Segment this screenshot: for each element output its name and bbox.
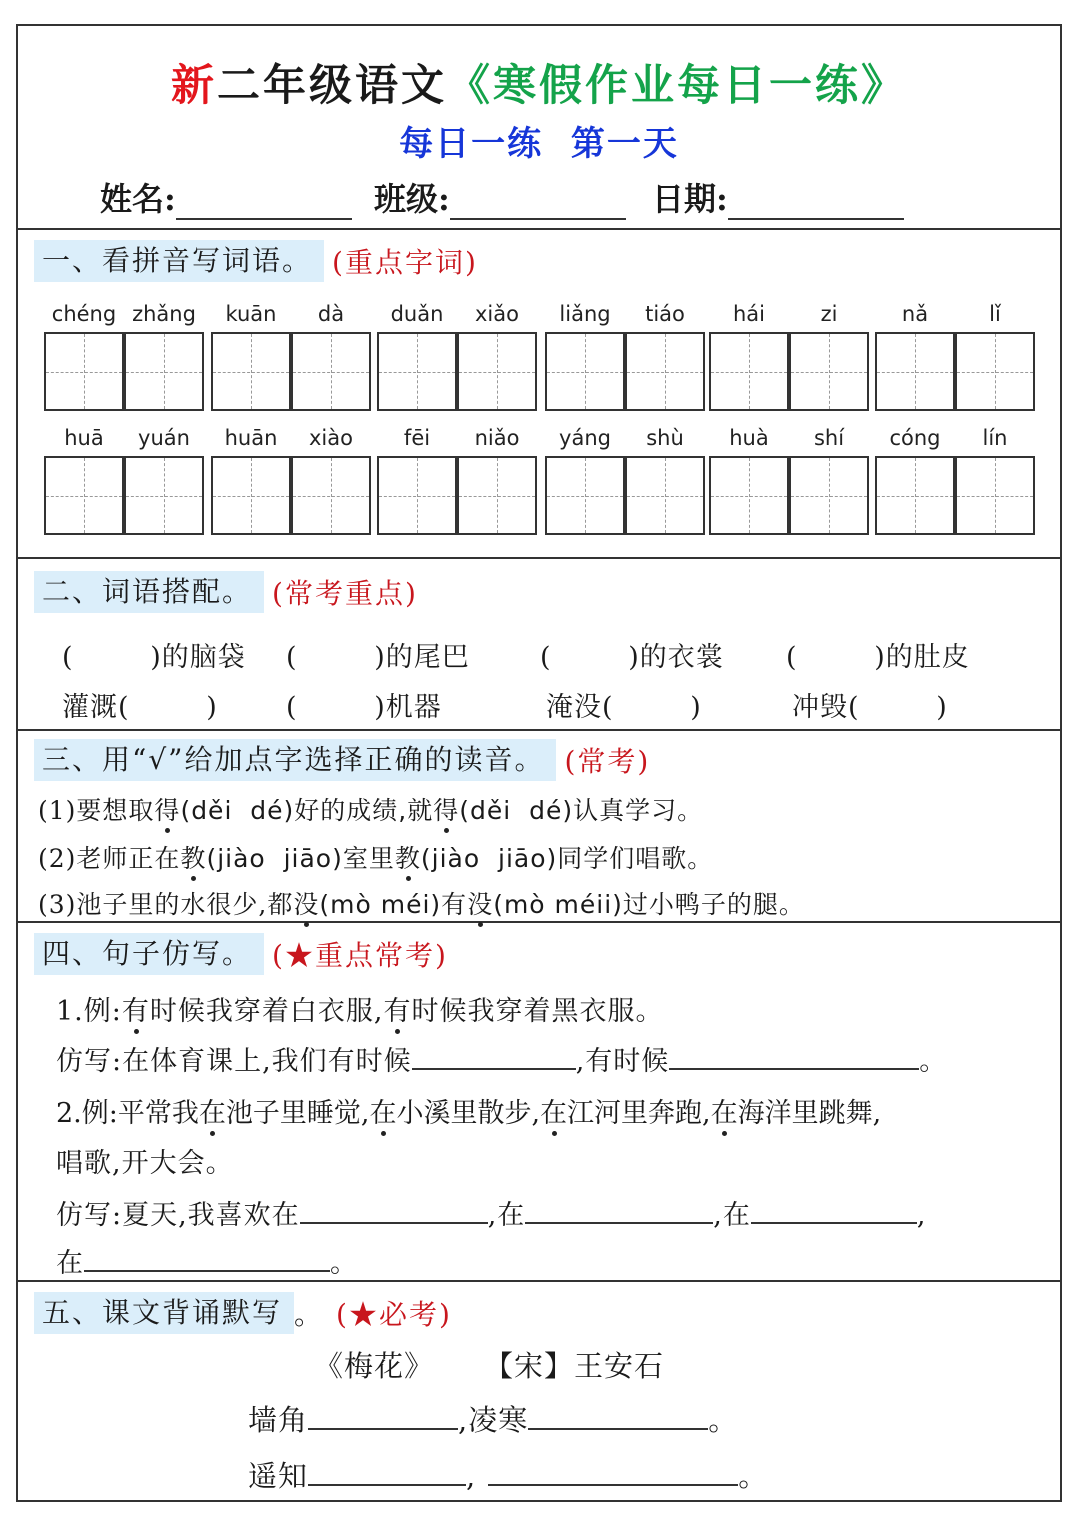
- writing-cell[interactable]: [875, 332, 955, 411]
- dotted-char: 在: [199, 1091, 226, 1130]
- pronunciation-line-3: [38, 885, 805, 921]
- text-part: ,: [466, 1459, 477, 1493]
- pinyin-options[interactable]: (mò méi)有: [319, 890, 468, 919]
- writing-cell[interactable]: [625, 456, 705, 535]
- pinyin-label: fēi: [403, 426, 431, 450]
- class-field[interactable]: [374, 174, 626, 220]
- dotted-char: 在: [369, 1091, 396, 1130]
- writing-cell[interactable]: [44, 332, 124, 411]
- dotted-char: 有: [122, 989, 150, 1028]
- text-part: ,在: [713, 1200, 751, 1231]
- answer-blank[interactable]: [751, 1196, 917, 1224]
- text-part: 小溪里散步,: [396, 1098, 541, 1129]
- writing-cell[interactable]: [789, 332, 869, 411]
- writing-cell[interactable]: [124, 456, 204, 535]
- section-title: 一、看拼音写词语。: [34, 240, 324, 282]
- example-1: [56, 989, 663, 1028]
- pinyin-options[interactable]: (jiào jiāo)同学们唱歌。: [420, 844, 714, 873]
- pinyin-label: huā: [64, 426, 104, 450]
- section-heading: [34, 1292, 452, 1334]
- section-sentence-imitation: [18, 923, 1060, 1282]
- writing-cell[interactable]: [291, 456, 371, 535]
- date-label: 日期:: [652, 180, 728, 218]
- imitation-2-cont: [56, 1241, 358, 1280]
- page-subtitle: 每日一练 第一天: [399, 124, 679, 164]
- pinyin-label: xiǎo: [475, 302, 519, 326]
- pinyin-label: nǎ: [901, 302, 929, 326]
- title-prefix: 新: [171, 61, 217, 111]
- class-label: 班级:: [374, 180, 450, 218]
- date-blank[interactable]: [728, 188, 904, 220]
- section-pinyin-writing: [18, 228, 1060, 559]
- class-blank[interactable]: [450, 188, 626, 220]
- pinyin-label: shí: [813, 426, 845, 450]
- page-title: [18, 52, 1060, 113]
- section-tag: (常考): [564, 745, 651, 778]
- answer-blank[interactable]: [308, 1402, 458, 1430]
- pinyin-label: tiáo: [645, 302, 685, 326]
- section-title: 五、课文背诵默写: [34, 1292, 294, 1334]
- pinyin-options[interactable]: (mò méii)过小鸭子的腿。: [493, 890, 805, 919]
- answer-blank[interactable]: [412, 1042, 576, 1070]
- pinyin-label: duǎn: [390, 302, 444, 326]
- pinyin-label: dà: [317, 302, 345, 326]
- pinyin-label: lín: [982, 426, 1008, 450]
- text-part: (1)要想取: [38, 796, 155, 825]
- text-part: 时候我穿着黑衣服。: [411, 996, 664, 1027]
- text-part: ,有时候: [575, 1046, 670, 1077]
- dotted-char: 在: [711, 1091, 738, 1130]
- section-title: 三、用“√”给加点字选择正确的读音。: [34, 739, 556, 781]
- pinyin-label: hái: [732, 302, 765, 326]
- match-item[interactable]: 灌溉( ): [62, 692, 218, 723]
- answer-blank[interactable]: [525, 1196, 713, 1224]
- writing-cell[interactable]: [124, 332, 204, 411]
- pinyin-label: kuān: [225, 302, 277, 326]
- text-part: 。: [330, 1248, 358, 1279]
- pronunciation-line-1: [38, 791, 703, 827]
- match-item[interactable]: ( )的脑袋: [62, 642, 246, 673]
- section-tag: (重点字词): [332, 246, 478, 279]
- poem-author: 【宋】王安石: [484, 1349, 665, 1383]
- pinyin-label: yuán: [138, 426, 190, 450]
- answer-blank[interactable]: [308, 1458, 466, 1486]
- dotted-char: 教: [395, 839, 421, 875]
- name-blank[interactable]: [176, 188, 352, 220]
- text-part: 。: [708, 1403, 739, 1437]
- match-item[interactable]: 冲毁( ): [792, 692, 948, 723]
- writing-cell[interactable]: [457, 456, 537, 535]
- section-recitation: [18, 1282, 1060, 1504]
- text-part: ,凌寒: [458, 1403, 529, 1437]
- text-part: 时候我穿着白衣服,: [149, 996, 384, 1027]
- worksheet: [16, 24, 1062, 1502]
- text-part: 池子里睡觉,: [225, 1098, 370, 1129]
- writing-cell[interactable]: [377, 332, 457, 411]
- text-part: 江河里奔跑,: [567, 1098, 711, 1129]
- poem-line-1: [248, 1398, 738, 1439]
- writing-cell[interactable]: [211, 332, 291, 411]
- pinyin-label: shù: [646, 426, 684, 450]
- match-item[interactable]: ( )的肚皮: [786, 642, 970, 673]
- writing-cell[interactable]: [955, 456, 1035, 535]
- pinyin-label: zhǎng: [132, 302, 196, 326]
- writing-cell[interactable]: [789, 456, 869, 535]
- section-title: 二、词语搭配。: [34, 571, 264, 613]
- pinyin-options[interactable]: (jiào jiāo)室里: [206, 844, 395, 873]
- text-part: 仿写:夏天,我喜欢在: [56, 1200, 300, 1231]
- date-field[interactable]: [652, 174, 904, 220]
- answer-blank[interactable]: [669, 1042, 919, 1070]
- worksheet-header: [18, 26, 1060, 230]
- match-item[interactable]: 淹没( ): [546, 692, 702, 723]
- pinyin-label: chéng: [51, 302, 117, 326]
- dotted-char: 没: [293, 885, 319, 921]
- answer-blank[interactable]: [300, 1196, 488, 1224]
- pronunciation-line-2: [38, 839, 713, 875]
- text-part: 。: [919, 1046, 948, 1077]
- section-tag: (常考重点): [272, 577, 418, 610]
- section-heading: [34, 240, 478, 282]
- dotted-char: 得: [433, 791, 459, 827]
- text-part: ,在: [487, 1200, 526, 1231]
- poem-line-2: [248, 1454, 768, 1495]
- title-book: 《寒假作业每日一练》: [447, 61, 907, 111]
- dotted-char: 得: [154, 791, 180, 827]
- section-pronunciation: [18, 731, 1060, 923]
- text-part: (3)池子里的水很少,都: [38, 890, 294, 919]
- pinyin-label: yáng: [559, 426, 611, 450]
- writing-cell[interactable]: [545, 456, 625, 535]
- writing-cell[interactable]: [377, 456, 457, 535]
- text-part: 遥知: [248, 1459, 309, 1493]
- text-part: (2)老师正在: [38, 844, 181, 873]
- name-field[interactable]: [100, 174, 352, 220]
- pinyin-label: cóng: [889, 426, 941, 450]
- pinyin-label: xiào: [309, 426, 353, 450]
- text-part: 在: [56, 1248, 84, 1279]
- dotted-char: 没: [467, 885, 493, 921]
- example-2-cont: 唱歌,开大会。: [56, 1148, 234, 1179]
- text-part: 1.例:: [56, 996, 122, 1027]
- writing-cell[interactable]: [545, 332, 625, 411]
- answer-blank[interactable]: [488, 1458, 738, 1486]
- writing-cell[interactable]: [457, 332, 537, 411]
- pinyin-options[interactable]: (děi dé)认真学习。: [459, 796, 704, 825]
- dotted-char: 有: [383, 989, 411, 1028]
- imitation-1: [56, 1039, 947, 1078]
- writing-cell[interactable]: [291, 332, 371, 411]
- name-label: 姓名:: [100, 180, 176, 218]
- pinyin-label: huà: [729, 426, 769, 450]
- dotted-char: 在: [540, 1091, 567, 1130]
- match-item[interactable]: ( )的衣裳: [540, 642, 724, 673]
- section-heading: [34, 571, 418, 613]
- dotted-char: 教: [180, 839, 206, 875]
- text-part: 。: [738, 1459, 769, 1493]
- section-period: 。: [294, 1298, 323, 1331]
- pinyin-label: liǎng: [559, 302, 611, 326]
- text-part: 海洋里跳舞,: [737, 1098, 882, 1129]
- writing-cell[interactable]: [625, 332, 705, 411]
- writing-cell[interactable]: [211, 456, 291, 535]
- writing-cell[interactable]: [709, 456, 789, 535]
- section-tag: (★必考): [336, 1298, 452, 1331]
- pinyin-options[interactable]: (děi dé)好的成绩,就: [180, 796, 434, 825]
- text-part: 墙角: [248, 1403, 309, 1437]
- text-part: ,: [916, 1200, 927, 1231]
- section-tag: (★重点常考): [272, 939, 448, 972]
- pinyin-label: zi: [820, 302, 838, 326]
- text-part: 2.例:平常我: [56, 1098, 199, 1129]
- pinyin-label: lǐ: [989, 302, 1001, 326]
- section-title: 四、句子仿写。: [34, 933, 264, 975]
- writing-cell[interactable]: [44, 456, 124, 535]
- title-main: 二年级语文: [217, 61, 447, 111]
- pinyin-label: huān: [224, 426, 278, 450]
- writing-cell[interactable]: [709, 332, 789, 411]
- match-item[interactable]: ( )机器: [286, 692, 442, 723]
- poem-title: 《梅花》: [314, 1349, 435, 1383]
- section-word-matching: [18, 559, 1060, 731]
- imitation-2: [56, 1193, 926, 1232]
- text-part: 仿写:在体育课上,我们有时候: [56, 1046, 412, 1077]
- section-heading: [34, 933, 448, 975]
- writing-cell[interactable]: [875, 456, 955, 535]
- pinyin-label: niǎo: [474, 426, 520, 450]
- example-2: [56, 1091, 881, 1130]
- answer-blank[interactable]: [84, 1244, 330, 1272]
- writing-cell[interactable]: [955, 332, 1035, 411]
- section-heading: [34, 739, 650, 781]
- match-item[interactable]: ( )的尾巴: [286, 642, 470, 673]
- answer-blank[interactable]: [528, 1402, 708, 1430]
